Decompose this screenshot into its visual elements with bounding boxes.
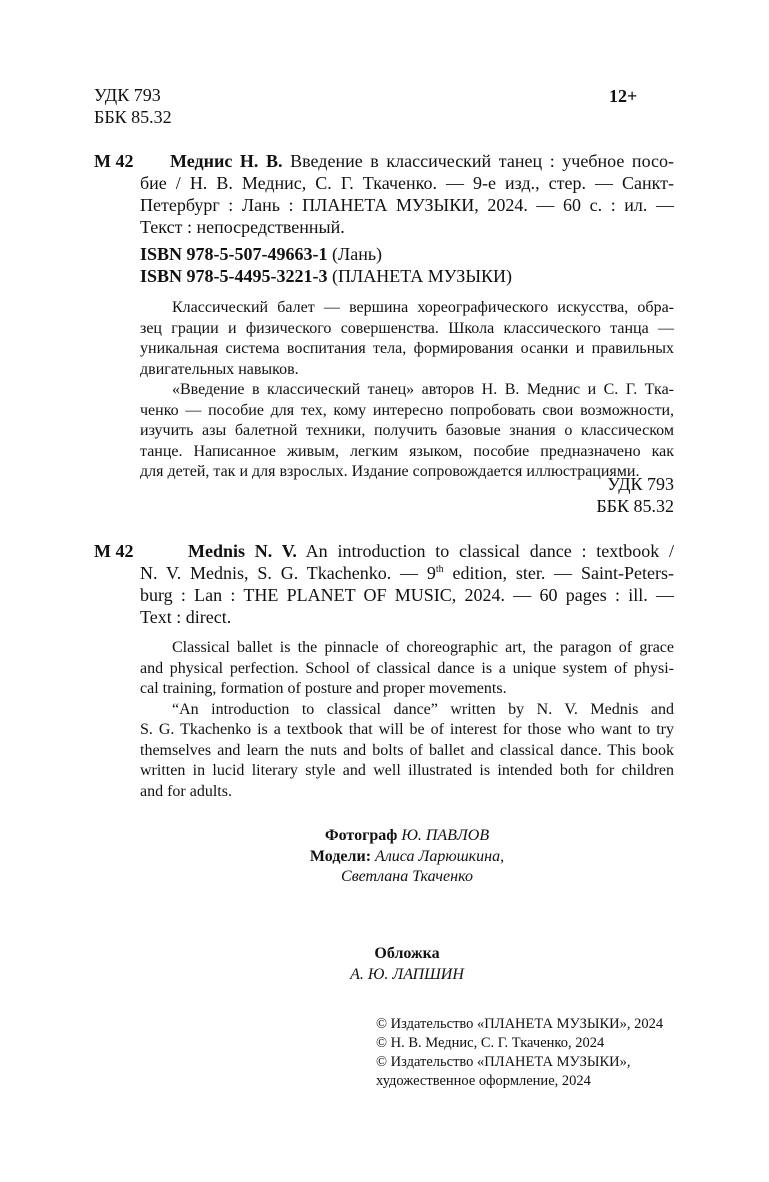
copyright-line: художественное оформление, 2024 xyxy=(376,1073,591,1089)
ru-annotation-udk: УДК 793 xyxy=(607,474,674,494)
copyright-block xyxy=(376,1015,663,1091)
ru-annotation xyxy=(140,298,674,483)
ru-entry-line2: бие / Н. В. Меднис, С. Г. Ткаченко. — 9-е изд., стер. — Санкт- xyxy=(140,173,674,193)
en-title: An introduction to classical dance : textbook / xyxy=(296,541,674,561)
en-entry-code: M 42 xyxy=(94,541,134,561)
cover-label: Обложка xyxy=(374,945,440,962)
en-annotation-line: and for adults. xyxy=(140,782,232,800)
ru-author: Меднис Н. В. xyxy=(170,151,283,171)
en-entry-line3: burg : Lan : THE PLANET OF MUSIC, 2024. — 60 pages : ill. — xyxy=(140,585,674,605)
en-annotation-line: cal training, formation of posture and proper movements. xyxy=(140,680,507,697)
copyright-line: © Издательство «ПЛАНЕТА МУЗЫКИ», 2024 xyxy=(376,1016,664,1032)
ru-annotation-line: Классический балет — вершина хореографического искусства, обра- xyxy=(172,299,674,316)
ru-annotation-line: уникальная система воспитания тела, формирования осанки и правильных xyxy=(140,340,674,357)
en-annotation-line: themselves and learn the nuts and bolts of ballet and classical dance. This book xyxy=(140,741,674,759)
ru-annotation-line: танце. Написанное живым, легким языком, пособие предназначено как xyxy=(140,442,674,460)
ru-annotation-bbk: ББК 85.32 xyxy=(596,496,674,516)
en-annotation-line: written in lucid literary style and well illustrated is intended both for children xyxy=(140,762,674,779)
en-annotation xyxy=(140,638,674,802)
models-credit-second: Светлана Ткаченко xyxy=(341,868,473,885)
en-author: Mednis N. V. xyxy=(188,541,297,561)
ru-entry-body xyxy=(140,172,674,238)
en-annotation-line: S. G. Tkachenko is a textbook that will be of interest for those who want to try xyxy=(140,721,674,738)
copyright-line: © Н. В. Меднис, С. Г. Ткаченко, 2024 xyxy=(376,1035,605,1051)
ru-annotation-line: зец грации и физического совершенства. Школа классического танца — xyxy=(140,319,674,337)
en-entry-line1 xyxy=(188,540,674,562)
ru-entry-line1 xyxy=(170,150,674,172)
header-bbk: ББК 85.32 xyxy=(94,107,172,127)
credits-block xyxy=(0,826,769,888)
ru-annotation-line: двигательных навыков. xyxy=(140,360,299,378)
copyright-line: © Издательство «ПЛАНЕТА МУЗЫКИ», xyxy=(376,1054,631,1070)
en-annotation-line: and physical perfection. School of classical dance is a unique system of physi- xyxy=(140,659,674,677)
ru-annotation-line: для детей, так и для взрослых. Издание сопровождается иллюстрациями. xyxy=(140,463,640,480)
en-entry-line4: Text : direct. xyxy=(140,607,232,627)
age-rating: 12+ xyxy=(609,86,638,106)
ru-title: Введение в классический танец : учебное посо- xyxy=(282,151,674,171)
ru-annotation-line: ченко — пособие для тех, кому интересно попробовать свои возможности, xyxy=(140,401,674,419)
ru-entry-code: М 42 xyxy=(94,151,134,171)
en-entry-body xyxy=(140,562,674,628)
ru-annotation-line: «Введение в классический танец» авторов Н. В. Меднис и С. Г. Тка- xyxy=(172,381,674,398)
isbn-planet: ISBN 978-5-4495-3221-3 (ПЛАНЕТА МУЗЫКИ) xyxy=(140,266,513,286)
header-udk: УДК 793 xyxy=(94,85,161,105)
en-annotation-line: “An introduction to classical dance” written by N. V. Mednis and xyxy=(172,700,674,718)
ru-entry-line3: Петербург : Лань : ПЛАНЕТА МУЗЫКИ, 2024. — 60 с. : ил. — xyxy=(140,195,674,215)
photographer-credit: Фотограф Ю. ПАВЛОВ xyxy=(324,827,490,844)
en-annotation-line: Classical ballet is the pinnacle of choreographic art, the paragon of grace xyxy=(172,639,674,656)
models-credit: Модели: Алиса Ларюшкина, xyxy=(309,847,505,865)
cover-credit-block xyxy=(0,944,769,985)
isbn-lan: ISBN 978-5-507-49663-1 (Лань) xyxy=(140,244,383,264)
ru-entry-line4: Текст : непосредственный. xyxy=(140,217,345,237)
en-entry-line2: N. V. Mednis, S. G. Tkachenko. — 9th edition, ster. — Saint-Peters- xyxy=(140,563,675,583)
cover-name: А. Ю. ЛАПШИН xyxy=(350,965,464,983)
ru-annotation-line: изучить азы балетной техники, получить базовые знания о классическом xyxy=(140,422,674,439)
